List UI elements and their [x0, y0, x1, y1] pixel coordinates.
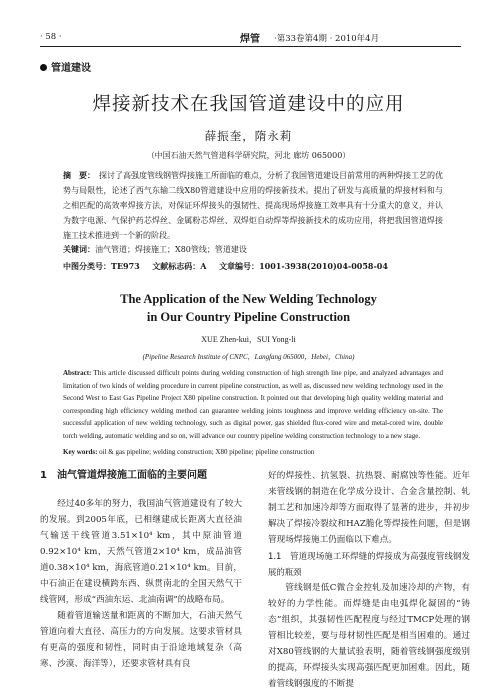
- article-number-label: 文章编号：: [219, 262, 260, 271]
- abstract-cn: [63, 168, 443, 243]
- abstract-cn-label: 摘 要：: [63, 171, 95, 180]
- body-paragraph: 好的焊接性、抗氢裂、抗热裂、耐腐蚀等性能。近年来管线钢的制造在化学成分设计、合金含量控制、轧制工艺和加速冷却等方面取得了显著的进步，并初步解决了焊接冷裂纹和HAZ脆化等焊接性问题，但是钢管现场焊接施工仍面临以下难点。: [268, 471, 470, 545]
- authors-cn: 薛振奎，隋永莉: [204, 129, 293, 143]
- doc-code-label: 文献标志码：: [152, 262, 201, 271]
- abstract-cn-text: 探讨了高强度管线钢管焊接施工所面临的难点，分析了我国管道建设目前常用的两种焊接工艺的优势与局限性，论述了西气东输二线X80管道建设中应用的焊接新技术。提出了研发与高质量的焊接材料和与之相匹配的高效率焊接方法，对保证环焊接头的强韧性、提高现场焊接施工效率具有十分重大的意义，并认为数字电源、气保护药芯焊丝、金属粉芯焊丝、双焊炬自动焊等焊接新技术的成功应用，将把我国管道焊接施工技术推进到一个新的阶段。: [63, 171, 443, 240]
- clc: [63, 262, 140, 271]
- clc-value: TE973: [111, 261, 140, 271]
- body-paragraph: 随着管道输送量和距离的不断加大，石油天然气管道向着大直径、高压力的方向发展。这要求管材具有更高的强度和韧性，同时由于沿途地域复杂（高寒、沙漠、海洋等），还要求管材具有良: [40, 611, 242, 669]
- section-heading: 1 油气管道焊接施工面临的主要问题: [40, 470, 207, 481]
- body-paragraph: 经过40多年的努力，我国油气管道建设有了较大的发展。到2005年底，已相继建成长距离大直径油气输送干线管道3.51×10⁴ km，其中原油管道0.92×10⁴ km，天然气管道2×10⁴ km，成品油管道0.38×10⁴ km，海底管道0.21×10⁴ km。目前，中石油正在建设横跨东西、纵贯南北的全国天然气干线管网，形成“西油东运、北油南调”的战略布局。: [40, 499, 242, 605]
- page-number: · 58 ·: [40, 32, 62, 42]
- abstract-en-label: Abstract:: [63, 369, 92, 377]
- abstract-en: [63, 367, 443, 443]
- body-paragraph: 管线钢是低C微合金控轧及加速冷却的产物，有较好的力学性能。而焊缝是由电弧焊化凝固的“铸态”组织，其强韧性匹配程度与经过TMCP处理的钢管相比较差，要与母材韧性匹配是相当困难的。通过对X80管线钢的大量试验表明，随着管线钢强度级别的提高，环焊接头实现高强匹配更加困难。因此，随着管线钢强度的不断提: [268, 583, 470, 689]
- keywords-cn: [63, 244, 247, 255]
- running-header: [40, 30, 461, 47]
- affiliation-cn: （中国石油天然气管道科学研究院，河北 廊坊 065000）: [146, 151, 351, 160]
- keywords-en-text: oil & gas pipeline; welding construction; X80 pipeline; pipeline construction: [99, 448, 315, 456]
- subsection-heading: 1.1 管道现场施工环焊缝的焊接成为高强度管线钢发展的瓶颈: [268, 551, 470, 577]
- article-number: [219, 262, 388, 271]
- title-en-line2: in Our Country Pipeline Construction: [146, 310, 351, 324]
- bullet-dot-icon: [40, 64, 47, 71]
- keywords-cn-label: 关键词：: [63, 245, 95, 254]
- title-en-line1: The Application of the New Welding Technology: [120, 292, 377, 306]
- column-tag-label: 管道建设: [51, 63, 91, 74]
- doc-code: [152, 262, 206, 271]
- article-title-en: [0, 290, 497, 326]
- keywords-cn-text: 油气管道；焊接施工；X80管线；管道建设: [95, 245, 247, 254]
- body-column-right: [268, 468, 470, 692]
- classification-line: [63, 261, 398, 272]
- keywords-en-label: Key words:: [63, 448, 98, 456]
- issue-info: ·第33卷第4期 · 2010年4月: [274, 34, 380, 44]
- authors-en: XUE Zhen-kui，SUI Yong-li: [201, 335, 296, 344]
- abstract-en-text: This article discussed difficult points during welding construction of high strength line pipe, and analyzed advantages and limitation of two kinds of welding procedure in current pipeline construction, as well as, discussed new welding technology used in the Second West to East Gas Pipeline Project X80 pipeline construction. It pointed out that developing high quality welding material and corresponding high efficiency welding method can guarantee welding joints toughness and improve welding efficiency on-site. The successful application of new welding technology, such as digital power, gas shielded flux-cored wire and metal-cored wire, double torch welding, automatic welding and so on, will advance our country pipeline welding construction technology to a new stage.: [63, 369, 443, 440]
- body-column-left: [40, 468, 242, 672]
- clc-label: 中图分类号：: [63, 262, 111, 271]
- article-title-cn: 焊接新技术在我国管道建设中的应用: [92, 94, 405, 115]
- article-number-value: 1001-3938(2010)04-0058-04: [259, 261, 388, 271]
- journal-name: 焊管: [240, 34, 260, 45]
- affiliation-en: (Pipeline Research Institute of CNPC，Langfang 065000，Hebei，China): [142, 353, 355, 361]
- doc-code-value: A: [200, 261, 207, 271]
- keywords-en: [63, 448, 443, 456]
- column-tag: [40, 59, 91, 74]
